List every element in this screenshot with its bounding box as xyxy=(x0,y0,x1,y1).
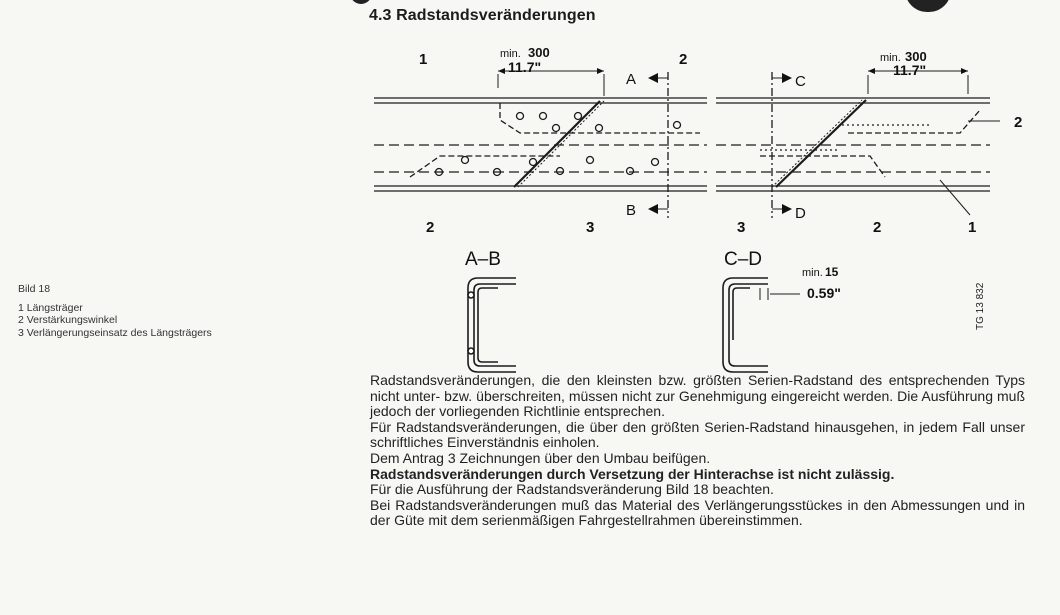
figure-label: Bild 18 xyxy=(18,283,51,295)
paragraph-5: Für die Ausführung der Radstandsveränderung Bild 18 beachten. xyxy=(370,481,774,498)
paragraph-4: Radstandsveränderungen durch Versetzung der Hinterachse ist nicht zulässig. xyxy=(370,465,895,482)
num-2-left-top: 2 xyxy=(679,51,688,68)
left-frame-view xyxy=(374,71,707,218)
profile-cd xyxy=(723,278,800,372)
min-small-value: 15 xyxy=(825,265,839,279)
min-value-left: 300 xyxy=(528,45,550,60)
min-label-right: min. xyxy=(880,52,901,64)
dim-arrow-left-r xyxy=(868,68,875,74)
inch-value-right: 11.7" xyxy=(893,62,927,78)
num-3-right: 3 xyxy=(737,219,746,236)
legend-item-2: 2 Verstärkungswinkel xyxy=(18,314,118,326)
min-small-label: min. xyxy=(802,267,823,279)
section-arrow-b xyxy=(648,204,658,214)
section-heading: 4.3 Radstandsveränderungen xyxy=(369,7,596,24)
label-d: D xyxy=(795,205,806,222)
num-3-left: 3 xyxy=(586,219,595,236)
legend-item-3: 3 Verlängerungseinsatz des Längsträgers xyxy=(18,326,212,339)
profile-ab xyxy=(468,278,516,372)
profile-label-ab: A–B xyxy=(465,249,501,270)
min-label-left: min. xyxy=(500,48,521,60)
dim-arrow-right xyxy=(597,68,604,74)
inch-value-left: 11.7" xyxy=(508,59,542,75)
body-text xyxy=(370,373,1025,529)
dim-arrow-left xyxy=(498,68,505,74)
section-arrow-a xyxy=(648,73,658,83)
num-1-right: 1 xyxy=(968,219,977,236)
inch-small-value: 0.59" xyxy=(807,285,841,301)
section-arrow-d xyxy=(782,204,792,214)
label-c: C xyxy=(795,73,806,90)
legend-item-1: 1 Längsträger xyxy=(18,301,83,314)
paragraph-1: Radstandsveränderungen, die den kleinsten bzw. größten Serien-Radstand des entsprechenden Typs nicht unter- bzw. überschreiten, müssen nicht zur Genehmigung eingereicht werden. Die Ausführung muß jedoch der vorliegenden Richtlinie entsprechen. xyxy=(370,372,1025,420)
paragraph-3: Dem Antrag 3 Zeichnungen über den Umbau beifügen. xyxy=(370,449,711,466)
dim-arrow-right-r xyxy=(961,68,968,74)
min-value-right: 300 xyxy=(905,49,927,64)
paragraph-2: Für Radstandsveränderungen, die über den größten Serien-Radstand hinausgehen, in jedem Fall unser schriftliches Einverständnis einholen. xyxy=(370,418,1025,451)
label-a: A xyxy=(626,71,637,88)
num-2-right: 2 xyxy=(1014,114,1023,131)
num-1-left: 1 xyxy=(419,51,428,68)
label-b: B xyxy=(626,202,637,219)
section-arrow-c xyxy=(782,73,792,83)
right-frame-view xyxy=(716,71,1000,218)
paragraph-6: Bei Radstandsveränderungen muß das Material des Verlängerungsstückes in den Abmessungen und in der Güte mit dem serienmäßigen Fahrgestellrahmen übereinstimmen. xyxy=(370,496,1025,529)
profile-label-cd: C–D xyxy=(724,249,763,270)
drawing-code: TG 13 832 xyxy=(975,282,986,330)
num-2-right-bottom: 2 xyxy=(873,219,882,236)
num-2-left-bottom: 2 xyxy=(426,219,435,236)
